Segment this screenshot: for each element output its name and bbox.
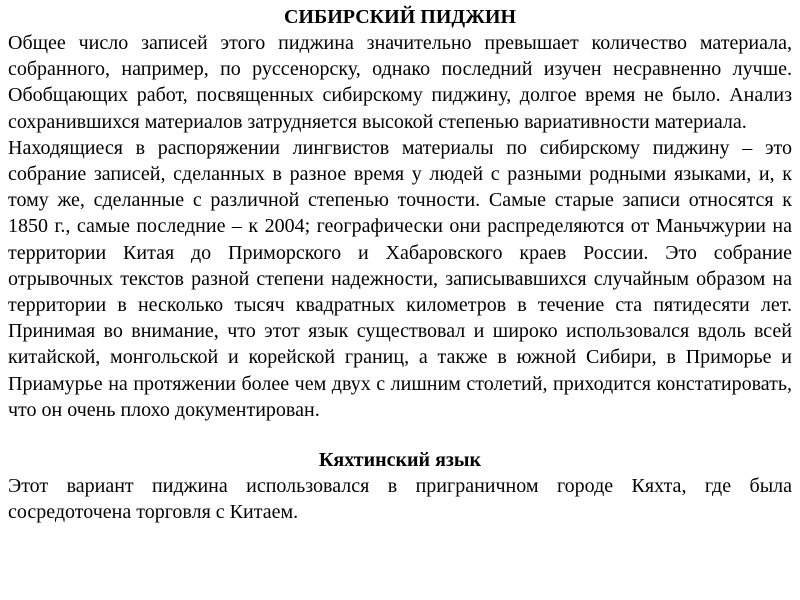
paragraph-1: Общее число записей этого пиджина значительно превышает количество материала, собранного, например, по руссенорску, однако последний изучен несравненно лучше. Обобщающих работ, посвященных сибирскому пиджину, долгое время не было. Анализ сохранившихся материалов затрудняется высокой степенью вариативности материала.	[8, 32, 792, 133]
document-page	[8, 4, 792, 525]
paragraph-2: Находящиеся в распоряжении лингвистов материалы по сибирскому пиджину – это собрание записей, сделанных в разное время у людей с разными родными языками, и, к тому же, сделанные с различной степенью точности. Самые старые записи относятся к 1850 г., самые последние – к 2004; географически они распределяются от Маньчжурии на территории Китая до Приморского и Хабаровского краев России. Это собрание отрывочных текстов разной степени надежности, записывавшихся случайным образом на территории в несколько тысяч квадратных километров в течение ста пятидесяти лет. Принимая во внимание, что этот язык существовал и широко использовался вдоль всей китайской, монгольской и корейской границ, а также в южной Сибири, в Приморье и Приамурье на протяжении более чем двух с лишним столетий, приходится констатировать, что он очень плохо документирован.	[8, 136, 792, 421]
document-title: СИБИРСКИЙ ПИДЖИН	[283, 6, 517, 28]
closing-paragraph: Этот вариант пиджина использовался в приграничном городе Кяхта, где была сосредоточена торговля с Китаем.	[8, 475, 792, 524]
section-spacer	[8, 423, 792, 447]
section-subtitle: Кяхтинский язык	[318, 449, 482, 472]
